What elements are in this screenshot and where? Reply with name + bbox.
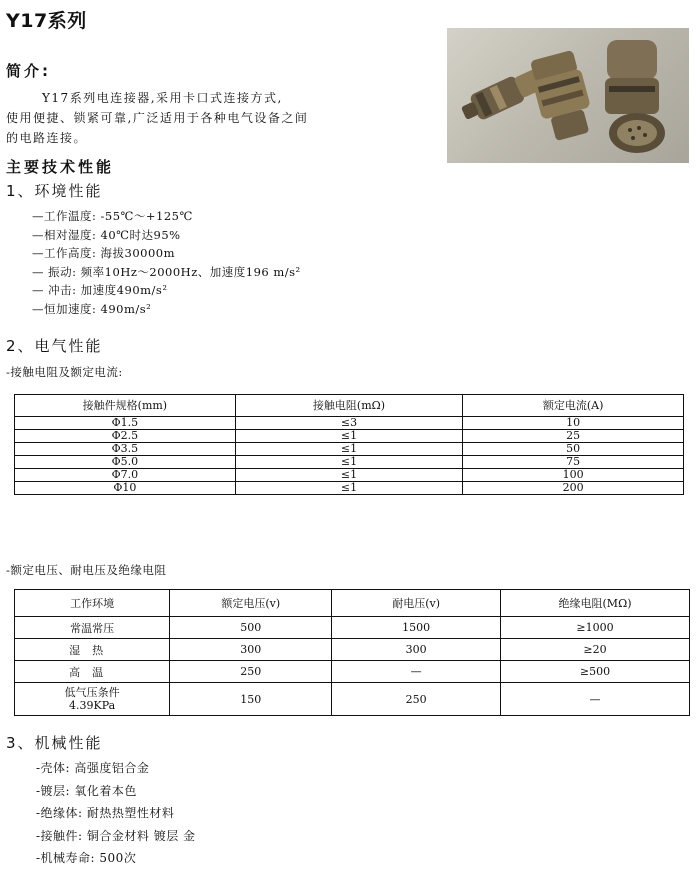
table-cell: 常温常压 <box>15 617 170 639</box>
table-header: 接触件规格(mm) <box>15 395 236 417</box>
condition-line: 4.39KPa <box>69 699 116 712</box>
table1-caption: -接触电阻及额定电流: <box>6 365 123 379</box>
table-cell: 300 <box>332 639 501 661</box>
page-title: Y17系列 <box>6 10 87 32</box>
table-cell: Φ7.0 <box>15 469 236 482</box>
table-header: 绝缘电阻(MΩ) <box>501 590 690 617</box>
voltage-insulation-table <box>14 589 690 716</box>
table-cell: — <box>501 683 690 716</box>
mech-heading: 3、机械性能 <box>6 734 103 752</box>
table-cell: ≥1000 <box>501 617 690 639</box>
intro-line: 使用便捷、锁紧可靠,广泛适用于各种电气设备之间 <box>6 111 309 125</box>
intro-heading: 简介: <box>6 62 51 80</box>
table-cell: 150 <box>170 683 332 716</box>
table-cell <box>15 683 170 716</box>
table-cell: Φ10 <box>15 482 236 495</box>
table-cell: 250 <box>170 661 332 683</box>
condition-line: 低气压条件 <box>64 686 120 699</box>
table-cell: Φ2.5 <box>15 430 236 443</box>
table-cell: ≤1 <box>235 456 462 469</box>
table-row <box>15 639 690 661</box>
table-row <box>15 430 684 443</box>
table-cell: 50 <box>463 443 684 456</box>
tech-heading: 主要技术性能 <box>6 158 115 176</box>
table-cell: ≥20 <box>501 639 690 661</box>
table-cell: 100 <box>463 469 684 482</box>
list-item: — 振动: 频率10Hz～2000Hz、加速度196 m/s² <box>32 264 301 279</box>
table-cell: 500 <box>170 617 332 639</box>
table-cell: ≤1 <box>235 469 462 482</box>
table-cell: 25 <box>463 430 684 443</box>
intro-paragraph <box>6 88 426 148</box>
intro-line: Y17系列电连接器,采用卡口式连接方式, <box>42 91 283 105</box>
table-cell: 300 <box>170 639 332 661</box>
list-item: —恒加速度: 490m/s² <box>32 301 152 316</box>
table-cell: 75 <box>463 456 684 469</box>
list-item: -接触件: 铜合金材料 镀层 金 <box>36 828 196 843</box>
contact-resistance-table <box>14 394 684 495</box>
table-row <box>15 683 690 716</box>
table-header: 接触电阻(mΩ) <box>235 395 462 417</box>
table-cell: — <box>332 661 501 683</box>
table-row <box>15 456 684 469</box>
table-row <box>15 417 684 430</box>
table-header: 耐电压(v) <box>332 590 501 617</box>
table-header-row <box>15 590 690 617</box>
table-row <box>15 661 690 683</box>
table-cell: 10 <box>463 417 684 430</box>
product-photo <box>447 28 689 163</box>
table-cell: 1500 <box>332 617 501 639</box>
table-cell: Φ1.5 <box>15 417 236 430</box>
table-cell: 200 <box>463 482 684 495</box>
connector-illustration <box>447 28 689 163</box>
table-cell: ≤1 <box>235 482 462 495</box>
table-row <box>15 482 684 495</box>
table-cell: ≤3 <box>235 417 462 430</box>
list-item: — 冲击: 加速度490m/s² <box>32 283 168 297</box>
table-cell: ≤1 <box>235 443 462 456</box>
list-item: -镀层: 氧化着本色 <box>36 783 137 798</box>
table-row <box>15 617 690 639</box>
table-row <box>15 443 684 456</box>
table-header-row <box>15 395 684 417</box>
mech-list <box>36 757 196 870</box>
table-cell: 湿热 <box>15 639 170 661</box>
table-cell: 高温 <box>15 661 170 683</box>
env-heading: 1、环境性能 <box>6 182 103 200</box>
table-header: 额定电流(A) <box>463 395 684 417</box>
table-row <box>15 469 684 482</box>
list-item: -机械寿命: 500次 <box>36 851 137 865</box>
env-list <box>32 207 301 318</box>
elec-heading: 2、电气性能 <box>6 337 103 355</box>
list-item: -壳体: 高强度铝合金 <box>36 761 150 775</box>
table2-caption: -额定电压、耐电压及绝缘电阻 <box>6 563 167 577</box>
table-header: 额定电压(v) <box>170 590 332 617</box>
table-cell: Φ5.0 <box>15 456 236 469</box>
table-cell: Φ3.5 <box>15 443 236 456</box>
table-cell: ≤1 <box>235 430 462 443</box>
list-item: -绝缘体: 耐热热塑性材料 <box>36 806 175 820</box>
intro-line: 的电路连接。 <box>6 131 88 145</box>
table-cell: ≥500 <box>501 661 690 683</box>
table-header: 工作环境 <box>15 590 170 617</box>
list-item: —工作温度: -55℃～+125℃ <box>32 209 193 223</box>
list-item: —工作高度: 海拔30000m <box>32 246 176 260</box>
table-cell: 250 <box>332 683 501 716</box>
list-item: —相对湿度: 40℃时达95% <box>32 227 181 242</box>
